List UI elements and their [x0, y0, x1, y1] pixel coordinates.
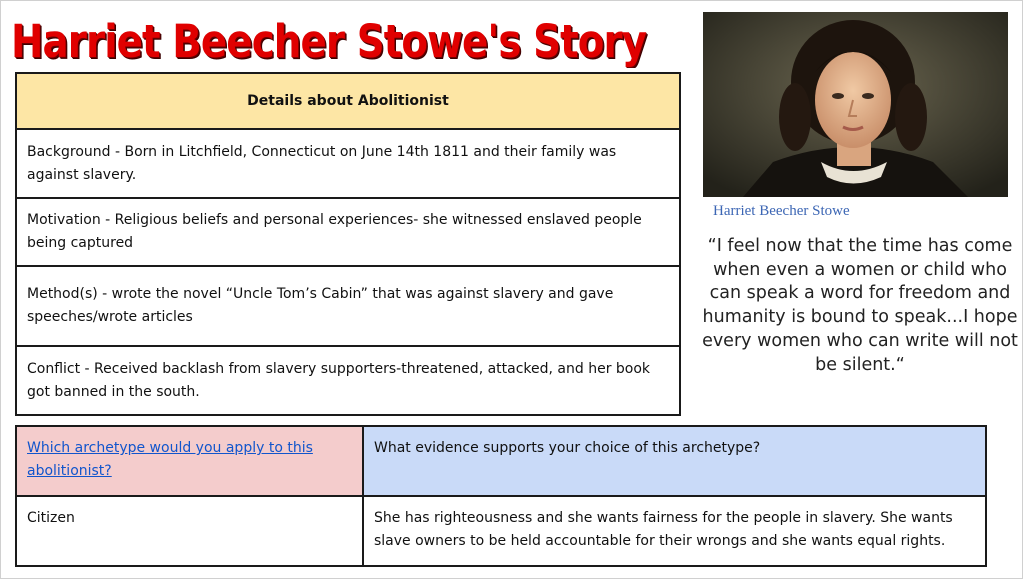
archetype-question-cell — [16, 426, 363, 496]
evidence-answer-cell[interactable]: She has righteousness and she wants fairness for the people in slavery. She wants slave owners to be held accountable for their wrongs and she wants equal rights. — [363, 496, 986, 566]
details-row-background[interactable]: Background - Born in Litchfield, Connecticut on June 14th 1811 and their family was against slavery. — [16, 129, 680, 198]
archetype-table — [15, 425, 987, 567]
quote-text[interactable]: “I feel now that the time has come when even a women or child who can speak a word for freedom and humanity is bound to speak...I hope every women who can write will not be silent.“ — [702, 236, 1018, 375]
details-header: Details about Abolitionist — [16, 73, 680, 129]
slide-title: Harriet Beecher Stowe's Story — [11, 15, 647, 68]
details-row-methods[interactable]: Method(s) - wrote the novel “Uncle Tom’s Cabin” that was against slavery and gave speeches/wrote articles — [16, 266, 680, 346]
portrait-illustration — [703, 12, 1008, 197]
details-row-motivation[interactable]: Motivation - Religious beliefs and personal experiences- she witnessed enslaved people being captured — [16, 198, 680, 266]
details-row-conflict[interactable]: Conflict - Received backlash from slavery supporters-threatened, attacked, and her book got banned in the south. — [16, 346, 680, 415]
portrait-caption: Harriet Beecher Stowe — [713, 203, 850, 219]
archetype-question-link[interactable]: Which archetype would you apply to this abolitionist? — [27, 440, 313, 479]
archetype-answer-cell[interactable]: Citizen — [16, 496, 363, 566]
evidence-question-cell[interactable]: What evidence supports your choice of this archetype? — [363, 426, 986, 496]
portrait-image[interactable] — [703, 12, 1008, 197]
details-table — [15, 72, 681, 416]
